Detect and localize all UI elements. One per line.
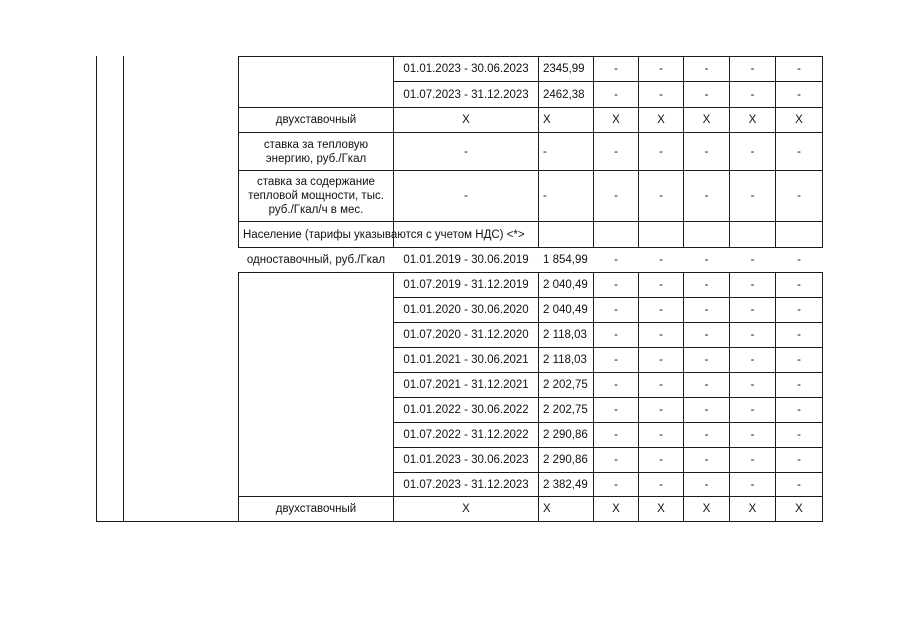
two-rate-row-2-value: X — [543, 503, 551, 515]
population-row-6-col-4: - — [750, 379, 755, 391]
two-rate-row-col-5: X — [795, 114, 803, 126]
population-row-5-col-1: - — [614, 354, 618, 366]
population-row-6-col-3: - — [704, 379, 709, 391]
capacity-rate-label: ставка за содержание тепловой мощности, тыс. руб./Гкал/ч в мес. — [248, 176, 384, 216]
table-rule — [238, 247, 823, 248]
population-row-9-col-2: - — [659, 454, 663, 466]
two-rate-row-2-col-5: X — [795, 503, 803, 515]
population-row-4-value: 2 118,03 — [543, 329, 587, 341]
population-row-9-col-1: - — [614, 454, 618, 466]
population-row-5-col-5: - — [797, 354, 801, 366]
population-row-4-col-4: - — [750, 329, 755, 341]
population-row-1-col-3: - — [704, 254, 709, 266]
population-row-6-col-5: - — [797, 379, 801, 391]
population-row-2-col-4: - — [750, 279, 755, 291]
population-header: Население (тарифы указываются с учетом НДС) <*> — [243, 228, 525, 241]
population-row-3-col-2: - — [659, 304, 663, 316]
population-row-10-col-4: - — [750, 478, 755, 491]
two-rate-row-2-col-1: X — [612, 503, 620, 515]
two-rate-row-2-col-4: X — [748, 503, 757, 515]
population-row-10-col-5: - — [797, 478, 801, 491]
population-row-1-period: 01.01.2019 - 30.06.2019 — [403, 254, 529, 266]
row-2023-h2-col-3: - — [704, 88, 709, 101]
capacity-rate-row-col-2: - — [659, 190, 663, 202]
table-rule — [96, 521, 823, 522]
row-2023-h1-value: 2345,99 — [543, 63, 585, 75]
table-rule — [96, 56, 97, 522]
capacity-rate-row-col-3: - — [704, 190, 709, 202]
population-row-2-col-5: - — [797, 279, 801, 291]
population-row-1-col-4: - — [750, 254, 755, 266]
population-row-1-col-2: - — [659, 254, 663, 266]
population-row-7-col-2: - — [659, 404, 663, 416]
population-row-2-value: 2 040,49 — [543, 279, 588, 291]
population-row-5-col-3: - — [704, 354, 709, 366]
table-rule — [123, 56, 124, 522]
population-row-8-value: 2 290,86 — [543, 429, 588, 441]
population-row-8-col-3: - — [704, 429, 709, 441]
capacity-rate-row-col-4: - — [750, 190, 755, 202]
population-row-8-col-4: - — [750, 429, 755, 441]
population-row-1-col-1: - — [614, 254, 618, 266]
population-row-9-period: 01.01.2023 - 30.06.2023 — [403, 454, 529, 466]
capacity-rate-row-value: - — [543, 190, 547, 202]
energy-rate-row-period: - — [464, 145, 468, 158]
row-2023-h1-col-2: - — [659, 63, 663, 75]
population-row-5-col-4: - — [750, 354, 755, 366]
population-row-9-col-3: - — [704, 454, 709, 466]
population-row-4-col-2: - — [659, 329, 663, 341]
two-rate-row-col-3: X — [702, 114, 711, 126]
energy-rate-row-col-4: - — [750, 145, 755, 158]
population-row-7-value: 2 202,75 — [543, 404, 588, 416]
population-row-8-col-5: - — [797, 429, 801, 441]
population-row-6-period: 01.07.2021 - 31.12.2021 — [403, 379, 529, 391]
two-rate-label-2: двухставочный — [275, 503, 357, 515]
population-row-7-col-3: - — [704, 404, 709, 416]
two-rate-row-2-col-3: X — [702, 503, 711, 515]
population-row-3-value: 2 040,49 — [543, 304, 588, 316]
energy-rate-row-col-3: - — [704, 145, 709, 158]
population-row-10-col-1: - — [614, 478, 618, 491]
two-rate-row-col-1: X — [612, 114, 620, 126]
table-rule — [822, 56, 823, 248]
energy-rate-row-col-2: - — [659, 145, 663, 158]
two-rate-row-period: X — [462, 114, 470, 126]
two-rate-row-value: X — [543, 114, 551, 126]
population-row-7-col-1: - — [614, 404, 618, 416]
population-row-8-col-1: - — [614, 429, 618, 441]
population-row-10-col-2: - — [659, 478, 663, 491]
row-2023-h1-col-5: - — [797, 63, 801, 75]
population-row-7-col-5: - — [797, 404, 801, 416]
population-row-6-value: 2 202,75 — [543, 379, 588, 391]
population-row-1-value: 1 854,99 — [543, 254, 588, 266]
two-rate-row-2-col-2: X — [657, 503, 665, 515]
row-2023-h1-col-1: - — [614, 63, 618, 75]
population-row-3-col-3: - — [704, 304, 709, 316]
population-row-2-col-1: - — [614, 279, 618, 291]
capacity-rate-row-col-5: - — [797, 190, 801, 202]
population-row-9-col-4: - — [750, 454, 755, 466]
row-2023-h1-period: 01.01.2023 - 30.06.2023 — [403, 63, 529, 75]
capacity-rate-row-col-1: - — [614, 190, 618, 202]
population-row-4-period: 01.07.2020 - 31.12.2020 — [403, 329, 529, 341]
population-row-4-col-5: - — [797, 329, 801, 341]
energy-rate-row-col-1: - — [614, 145, 618, 158]
population-row-4-col-3: - — [704, 329, 709, 341]
population-row-9-col-5: - — [797, 454, 801, 466]
population-row-4-col-1: - — [614, 329, 618, 341]
row-2023-h2-col-5: - — [797, 88, 801, 101]
row-2023-h2-col-4: - — [750, 88, 755, 101]
row-2023-h2-col-1: - — [614, 88, 618, 101]
energy-rate-row-value: - — [543, 145, 547, 158]
population-row-2-col-3: - — [704, 279, 709, 291]
capacity-rate-row-period: - — [464, 190, 468, 202]
row-2023-h1-col-3: - — [704, 63, 709, 75]
two-rate-row-2-period: X — [462, 503, 470, 515]
energy-rate-label: ставка за тепловую энергию, руб./Гкал — [263, 138, 369, 165]
population-row-5-col-2: - — [659, 354, 663, 366]
energy-rate-row-col-5: - — [797, 145, 801, 158]
population-row-3-period: 01.01.2020 - 30.06.2020 — [403, 304, 529, 316]
population-row-8-col-2: - — [659, 429, 663, 441]
row-2023-h2-period: 01.07.2023 - 31.12.2023 — [403, 88, 529, 101]
population-row-8-period: 01.07.2022 - 31.12.2022 — [403, 429, 529, 441]
population-row-7-col-4: - — [750, 404, 755, 416]
population-row-2-col-2: - — [659, 279, 663, 291]
single-rate-label: одноставочный, руб./Гкал — [246, 254, 386, 266]
population-row-3-col-1: - — [614, 304, 618, 316]
population-row-10-period: 01.07.2023 - 31.12.2023 — [403, 478, 529, 491]
two-rate-label: двухставочный — [275, 114, 357, 126]
population-row-2-period: 01.07.2019 - 31.12.2019 — [403, 279, 529, 291]
population-row-9-value: 2 290,86 — [543, 454, 588, 466]
row-2023-h2-value: 2462,38 — [543, 88, 585, 101]
population-row-1-col-5: - — [797, 254, 801, 266]
population-row-6-col-2: - — [659, 379, 663, 391]
row-2023-h2-col-2: - — [659, 88, 663, 101]
population-row-7-period: 01.01.2022 - 30.06.2022 — [403, 404, 529, 416]
population-row-6-col-1: - — [614, 379, 618, 391]
population-row-3-col-5: - — [797, 304, 801, 316]
row-2023-h1-col-4: - — [750, 63, 755, 75]
population-row-10-value: 2 382,49 — [543, 478, 588, 491]
population-row-10-col-3: - — [704, 478, 709, 491]
two-rate-row-col-4: X — [748, 114, 757, 126]
population-row-5-value: 2 118,03 — [543, 354, 587, 366]
population-row-3-col-4: - — [750, 304, 755, 316]
two-rate-row-col-2: X — [657, 114, 665, 126]
population-row-5-period: 01.01.2021 - 30.06.2021 — [403, 354, 529, 366]
